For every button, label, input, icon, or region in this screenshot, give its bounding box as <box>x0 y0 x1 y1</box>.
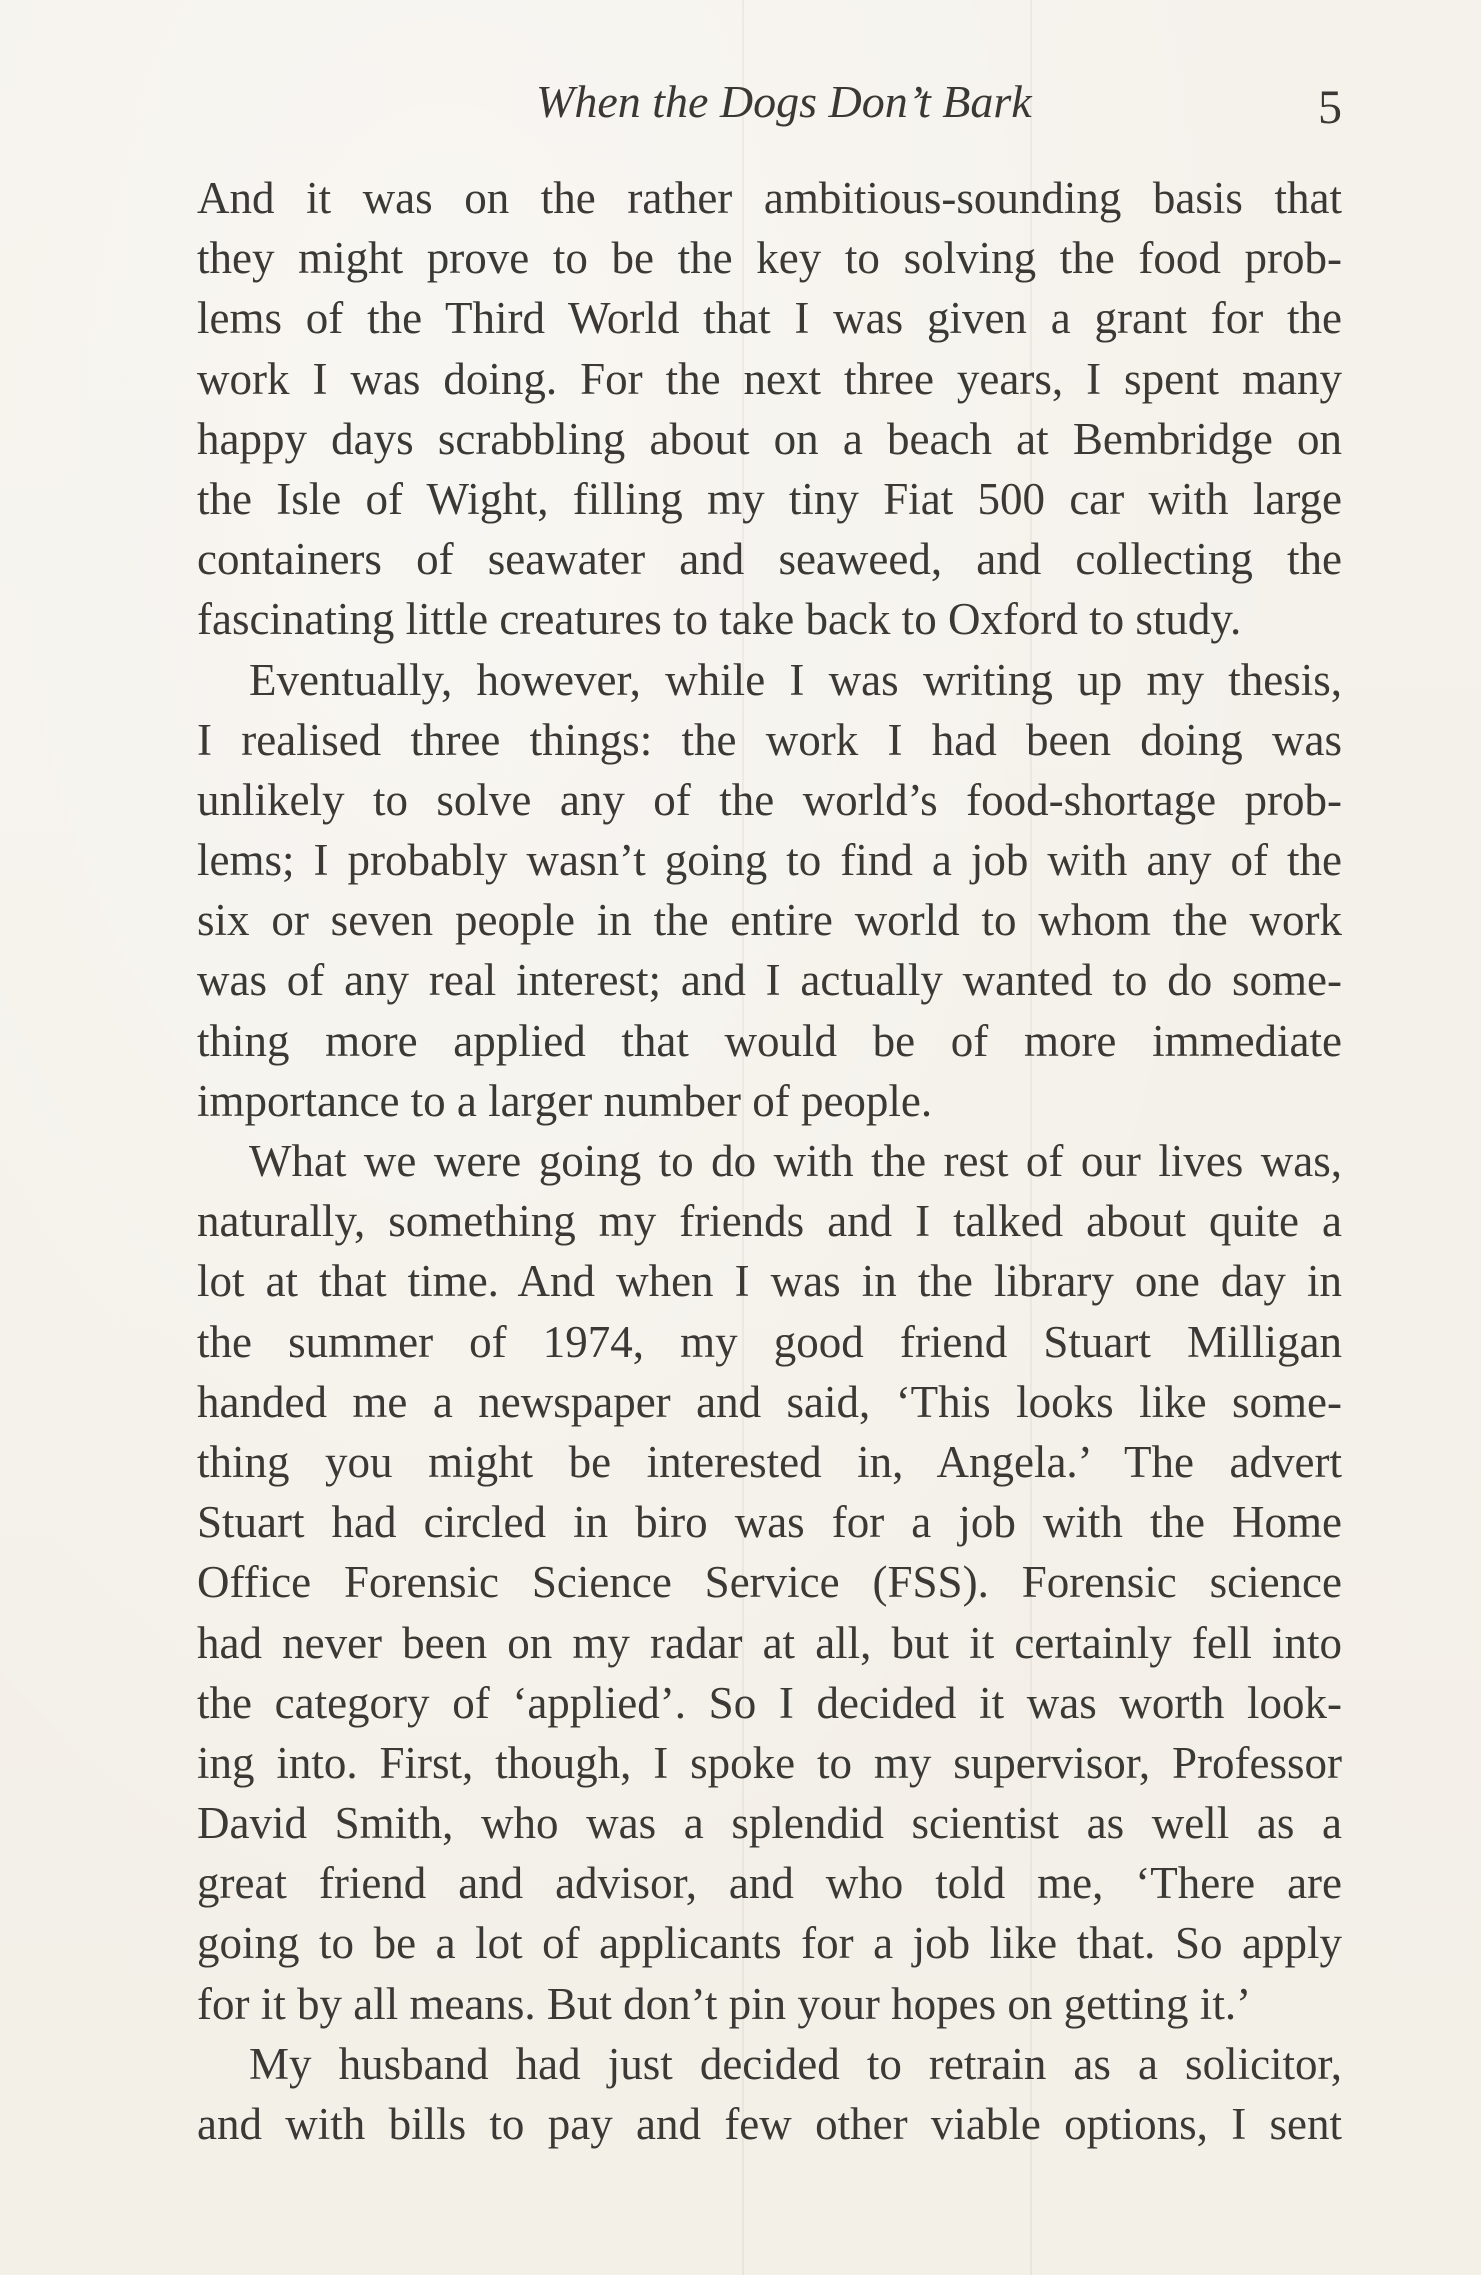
text-line: handed me a newspaper and said, ‘This looks like some- <box>197 1376 1342 1427</box>
text-line: And it was on the rather ambitious-sounding basis that <box>197 173 1342 223</box>
text-line: What we were going to do with the rest of our lives was, <box>249 1136 1342 1186</box>
text-line: the summer of 1974, my good friend Stuart Milligan <box>197 1316 1342 1367</box>
text-line: was of any real interest; and I actually wanted to do some- <box>197 955 1342 1006</box>
text-line: Stuart had circled in biro was for a job with the Home <box>197 1497 1342 1548</box>
text-line: Office Forensic Science Service (FSS). Forensic science <box>197 1557 1342 1608</box>
text-line: the category of ‘applied’. So I decided it was worth look- <box>197 1677 1342 1728</box>
running-title: When the Dogs Don’t Bark <box>536 76 1032 127</box>
text-line: lot at that time. And when I was in the library one day in <box>197 1256 1342 1307</box>
text-line: importance to a larger number of people. <box>197 1075 933 1126</box>
text-line: David Smith, who was a splendid scientist as well as a <box>197 1798 1342 1849</box>
paragraph <box>197 168 1342 650</box>
text-line: thing you might be interested in, Angela.’ The advert <box>197 1436 1342 1487</box>
text-line: happy days scrabbling about on a beach at Bembridge on <box>197 413 1342 464</box>
text-line: for it by all means. But don’t pin your hopes on getting it.’ <box>197 1978 1252 2029</box>
text-line: containers of seawater and seaweed, and collecting the <box>197 534 1342 585</box>
text-line: six or seven people in the entire world to whom the work <box>197 895 1342 946</box>
paragraph <box>197 2034 1342 2154</box>
text-line: My husband had just decided to retrain as a solicitor, <box>249 2038 1342 2089</box>
text-line: great friend and advisor, and who told me, ‘There are <box>197 1858 1342 1909</box>
text-line: ing into. First, though, I spoke to my supervisor, Professor <box>197 1737 1342 1788</box>
body-text <box>197 168 1342 2154</box>
text-line: work I was doing. For the next three years, I spent many <box>197 353 1342 404</box>
text-line: going to be a lot of applicants for a job like that. So apply <box>197 1918 1342 1969</box>
text-line: Eventually, however, while I was writing up my thesis, <box>249 654 1342 705</box>
running-head <box>0 72 1481 132</box>
text-line: I realised three things: the work I had been doing was <box>197 714 1342 765</box>
paragraph <box>197 650 1342 1132</box>
text-line: had never been on my radar at all, but it certainly fell into <box>197 1617 1342 1668</box>
text-line: naturally, something my friends and I talked about quite a <box>197 1196 1342 1247</box>
text-line: unlikely to solve any of the world’s food-shortage prob- <box>197 774 1342 825</box>
text-line: and with bills to pay and few other viable options, I sent <box>197 2099 1342 2149</box>
text-line: the Isle of Wight, filling my tiny Fiat 500 car with large <box>197 473 1342 524</box>
text-line: lems of the Third World that I was given a grant for the <box>197 293 1342 344</box>
page-number: 5 <box>1318 81 1342 134</box>
text-line: they might prove to be the key to solving the food prob- <box>197 233 1342 284</box>
paragraph <box>197 1131 1342 2034</box>
text-line: lems; I probably wasn’t going to find a job with any of the <box>197 835 1342 886</box>
text-line: thing more applied that would be of more immediate <box>197 1015 1342 1066</box>
text-line: fascinating little creatures to take back to Oxford to study. <box>197 594 1242 645</box>
